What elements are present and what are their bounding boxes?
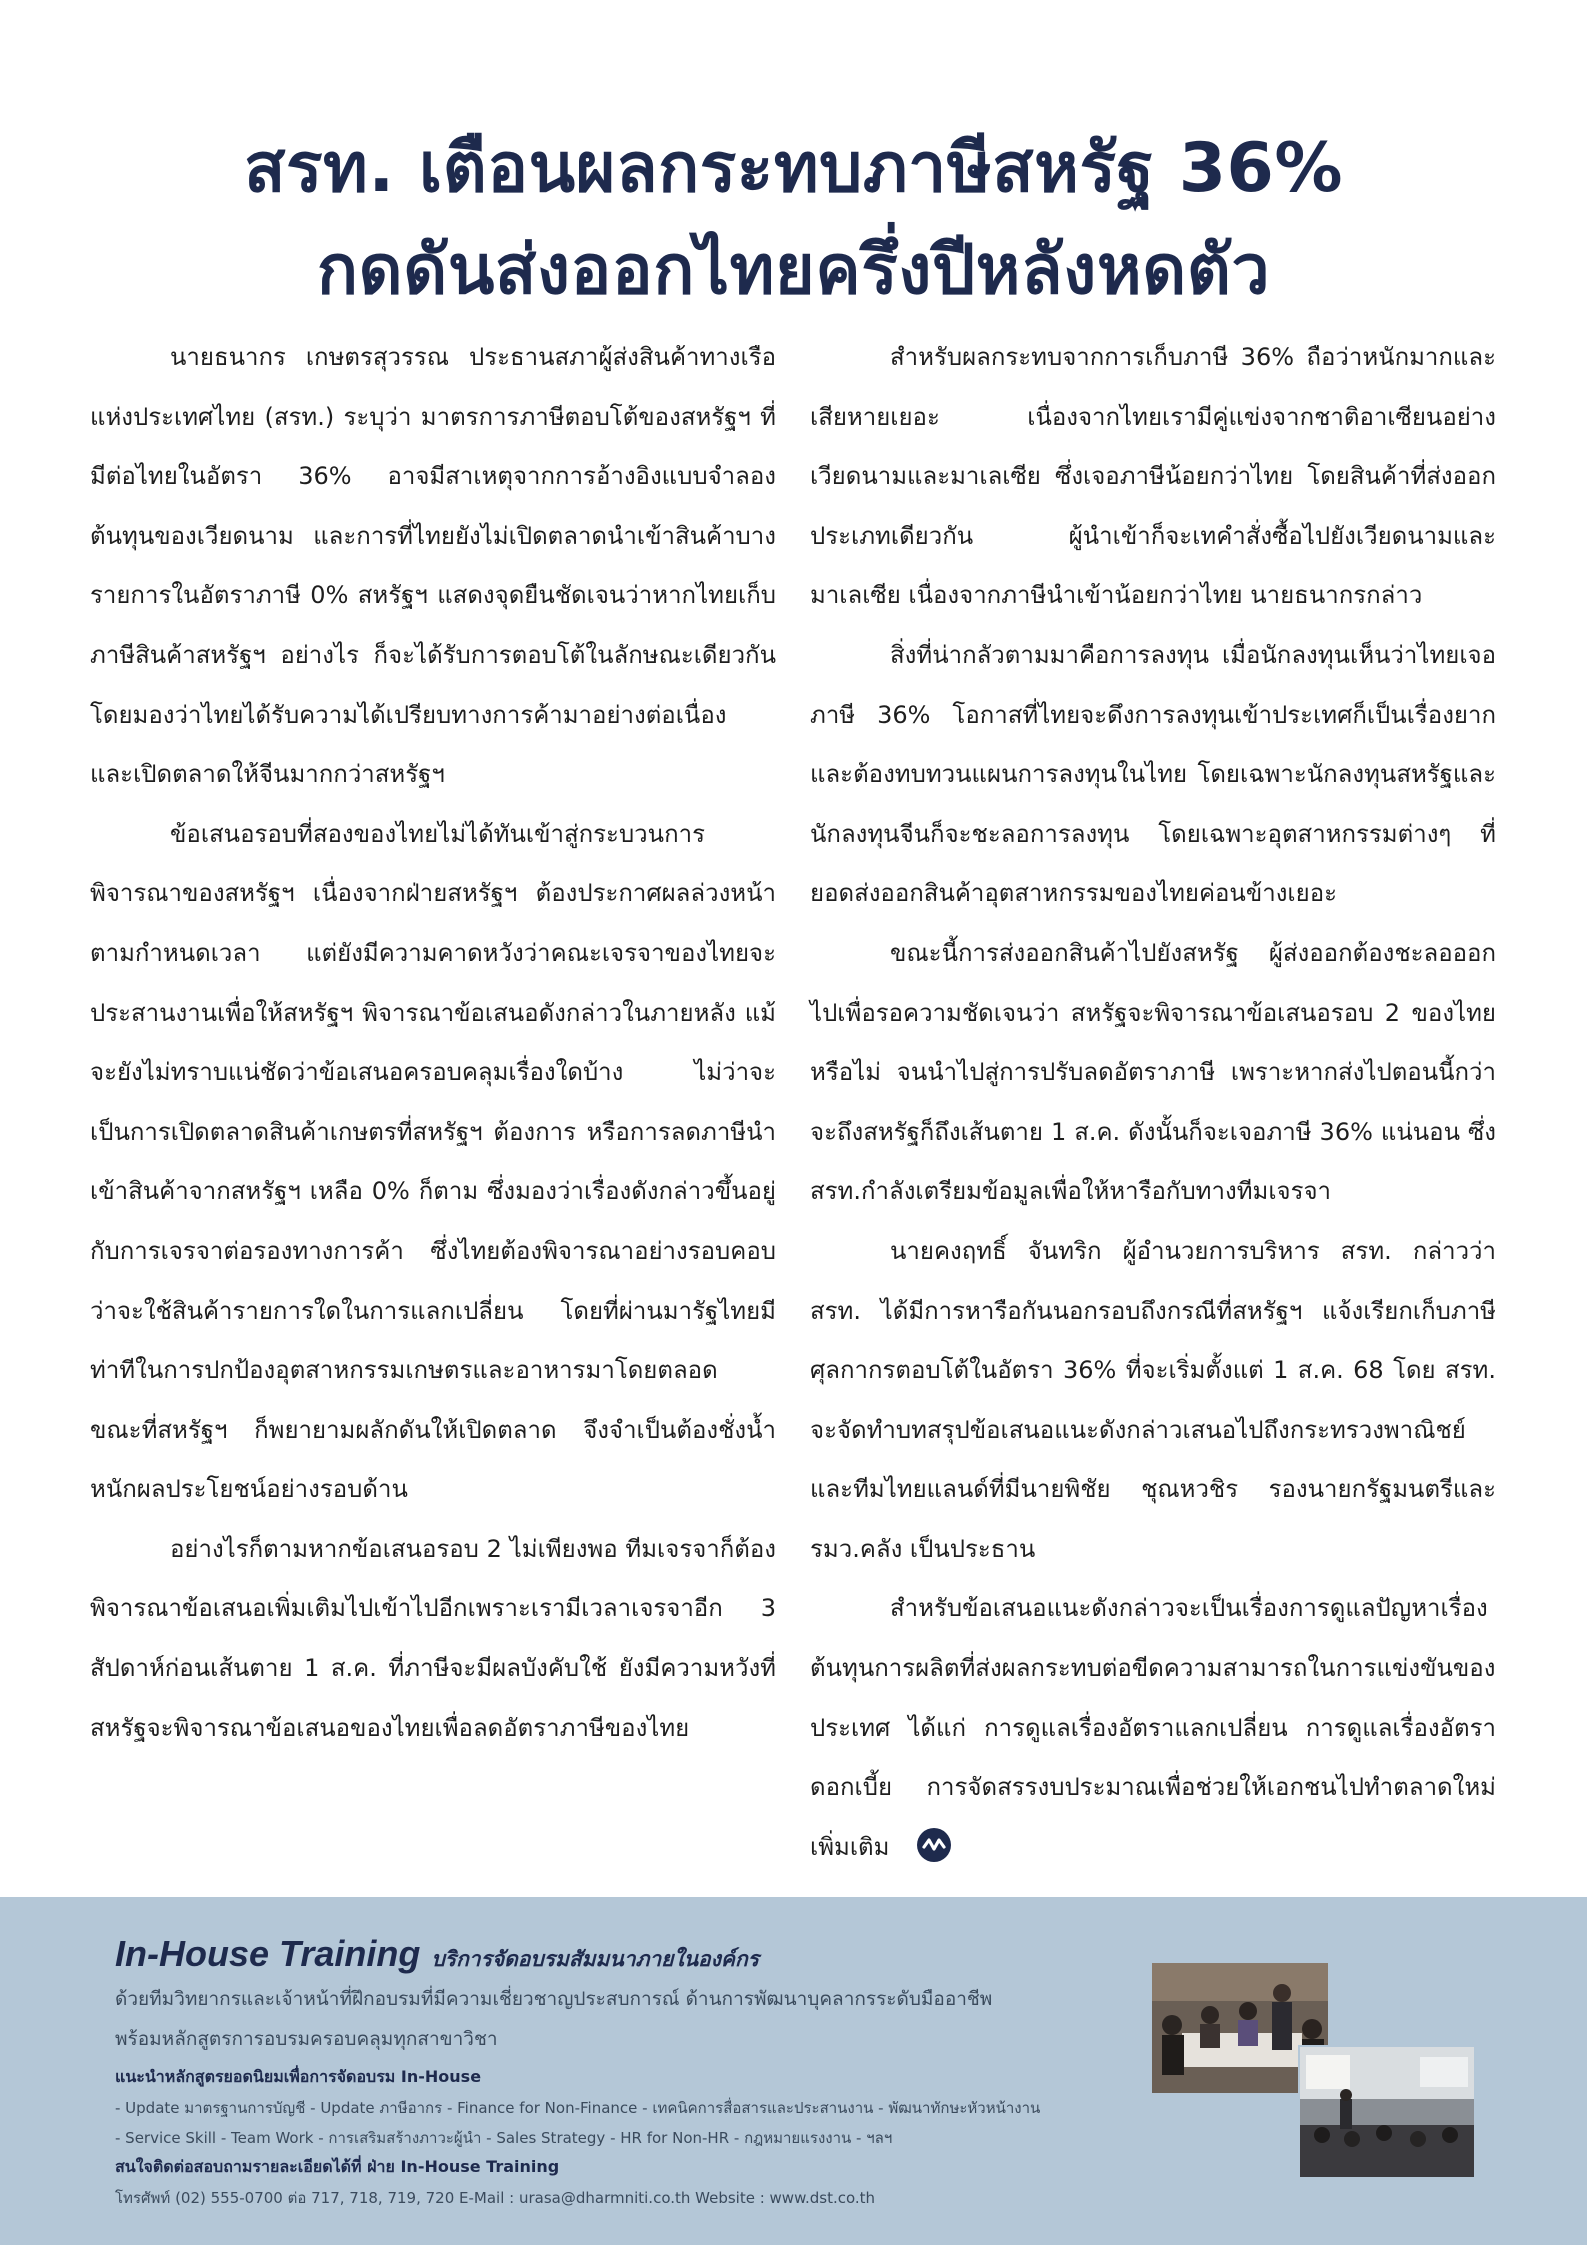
headline-line-1: สรท. เตือนผลกระทบภาษีสหรัฐ 36% xyxy=(244,129,1343,208)
article-paragraph: ข้อเสนอรอบที่สองของไทยไม่ได้ทันเข้าสู่กระบวนการพิจารณาของสหรัฐฯ เนื่องจากฝ่ายสหรัฐฯ ต้องประกาศผลล่วงหน้าตามกำหนดเวลา แต่ยังมีความคาดหวังว่าคณะเจรจาของไทยจะประสานงานเพื่อให้สหรัฐฯ พิจารณาข้อเสนอดังกล่าวในภายหลัง แม้จะยังไม่ทราบแน่ชัดว่าข้อเสนอครอบคลุมเรื่องใดบ้าง ไม่ว่าจะเป็นการเปิดตลาดสินค้าเกษตรที่สหรัฐฯ ต้องการ หรือการลดภาษีนำเข้าสินค้าจากสหรัฐฯ เหลือ 0% ก็ตาม ซึ่งมองว่าเรื่องดังกล่าวขึ้นอยู่กับการเจรจาต่อรองทางการค้า ซึ่งไทยต้องพิจารณาอย่างรอบคอบว่าจะใช้สินค้ารายการใดในการแลกเปลี่ยน โดยที่ผ่านมารัฐไทยมีท่าทีในการปกป้องอุตสาหกรรมเกษตรและอาหารมาโดยตลอด ขณะที่สหรัฐฯ ก็พยายามผลักดันให้เปิดตลาด จึงจำเป็นต้องชั่งน้ำหนักผลประโยชน์อย่างรอบด้าน xyxy=(90,819,776,1504)
contact-details: โทรศัพท์ (02) 555-0700 ต่อ 717, 718, 719, 720 E-Mail : urasa@dharmniti.co.th Website : www.dst.co.th xyxy=(115,2189,876,2207)
in-house-training-banner xyxy=(0,1897,1587,2245)
courses-heading: แนะนำหลักสูตรยอดนิยมเพื่อการจัดอบรม In-House xyxy=(115,2067,482,2086)
article-paragraph: อย่างไรก็ตามหากข้อเสนอรอบ 2 ไม่เพียงพอ ทีมเจรจาก็ต้องพิจารณาข้อเสนอเพิ่มเติมไปเข้าไปอีกเพราะเรามีเวลาเจรจาอีก 3 สัปดาห์ก่อนเส้นตาย 1 ส.ค. ที่ภาษีจะมีผลบังคับใช้ ยังมีความหวังที่สหรัฐจะพิจารณาข้อเสนอของไทยเพื่อลดอัตราภาษีของไทย xyxy=(90,1534,776,1742)
training-photo-seminar xyxy=(1298,2045,1476,2179)
contact-heading: สนใจติดต่อสอบถามรายละเอียดได้ที่ ฝ่าย In-House Training xyxy=(115,2157,560,2176)
article-paragraph-text: สำหรับข้อเสนอแนะดังกล่าวจะเป็นเรื่องการดูแลปัญหาเรื่องต้นทุนการผลิตที่ส่งผลกระทบต่อขีดความสามารถในการแข่งขันของประเทศ ได้แก่ การดูแลเรื่องอัตราแลกเปลี่ยน การดูแลเรื่องอัตราดอกเบี้ย การจัดสรรงบประมาณเพื่อช่วยให้เอกชนไปทำตลาดใหม่เพิ่มเติม xyxy=(810,1594,1496,1861)
courses-list-line-1: - Update มาตรฐานการบัญชี - Update ภาษีอากร - Finance for Non-Finance - เทคนิคการสื่อสารและประสานงาน - พัฒนาทักษะหัวหน้างาน xyxy=(115,2099,1041,2117)
banner-title-sub: บริการจัดอบรมสัมมนาภายในองค์กร xyxy=(431,1947,759,1971)
article-left-column xyxy=(90,328,776,1758)
article-paragraph: นายคงฤทธิ์ จันทริก ผู้อำนวยการบริหาร สรท. กล่าวว่า สรท. ได้มีการหารือกันนอกรอบถึงกรณีที่สหรัฐฯ แจ้งเรียกเก็บภาษีศุลกากรตอบโต้ในอัตรา 36% ที่จะเริ่มตั้งแต่ 1 ส.ค. 68 โดย สรท. จะจัดทำบทสรุปข้อเสนอแนะดังกล่าวเสนอไปถึงกระทรวงพาณิชย์ และทีมไทยแลนด์ที่มีนายพิชัย ชุณหวชิร รองนายกรัฐมนตรีและ รมว.คลัง เป็นประธาน xyxy=(810,1236,1496,1563)
banner-description-line-1: ด้วยทีมวิทยากรและเจ้าหน้าที่ฝึกอบรมที่มีความเชี่ยวชาญประสบการณ์ ด้านการพัฒนาบุคลากรระดับมืออาชีพ xyxy=(115,1988,993,2010)
banner-title-main: In-House Training xyxy=(115,1933,421,1974)
banner-title xyxy=(115,1933,759,1976)
article-paragraph: นายธนากร เกษตรสุวรรณ ประธานสภาผู้ส่งสินค้าทางเรือแห่งประเทศไทย (สรท.) ระบุว่า มาตรการภาษีตอบโต้ของสหรัฐฯ ที่มีต่อไทยในอัตรา 36% อาจมีสาเหตุจากการอ้างอิงแบบจำลองต้นทุนของเวียดนาม และการที่ไทยยังไม่เปิดตลาดนำเข้าสินค้าบางรายการในอัตราภาษี 0% สหรัฐฯ แสดงจุดยืนชัดเจนว่าหากไทยเก็บภาษีสินค้าสหรัฐฯ อย่างไร ก็จะได้รับการตอบโต้ในลักษณะเดียวกัน โดยมองว่าไทยได้รับความได้เปรียบทางการค้ามาอย่างต่อเนื่อง และเปิดตลาดให้จีนมากกว่าสหรัฐฯ xyxy=(90,343,776,789)
courses-list-line-2: - Service Skill - Team Work - การเสริมสร้างภาวะผู้นำ - Sales Strategy - HR for Non-HR - กฎหมายแรงงาน - ฯลฯ xyxy=(115,2129,893,2147)
end-of-article-logo-icon xyxy=(917,1828,951,1862)
banner-description-line-2: พร้อมหลักสูตรการอบรมครอบคลุมทุกสาขาวิชา xyxy=(115,2028,498,2050)
headline xyxy=(0,118,1587,322)
article-right-column xyxy=(810,328,1496,1877)
article-paragraph: ขณะนี้การส่งออกสินค้าไปยังสหรัฐ ผู้ส่งออกต้องชะลอออกไปเพื่อรอความชัดเจนว่า สหรัฐจะพิจารณาข้อเสนอรอบ 2 ของไทยหรือไม่ จนนำไปสู่การปรับลดอัตราภาษี เพราะหากส่งไปตอนนี้กว่าจะถึงสหรัฐก็ถึงเส้นตาย 1 ส.ค. ดังนั้นก็จะเจอภาษี 36% แน่นอน ซึ่งสรท.กำลังเตรียมข้อมูลเพื่อให้หารือกับทางทีมเจรจา xyxy=(810,938,1496,1206)
article-paragraph: สิ่งที่น่ากลัวตามมาคือการลงทุน เมื่อนักลงทุนเห็นว่าไทยเจอภาษี 36% โอกาสที่ไทยจะดึงการลงทุนเข้าประเทศก็เป็นเรื่องยากและต้องทบทวนแผนการลงทุนในไทย โดยเฉพาะนักลงทุนสหรัฐและนักลงทุนจีนก็จะชะลอการลงทุน โดยเฉพาะอุตสาหกรรมต่างๆ ที่ยอดส่งออกสินค้าอุตสาหกรรมของไทยค่อนข้างเยอะ xyxy=(810,640,1496,908)
article-paragraph-last xyxy=(810,1579,1496,1877)
article-paragraph: สำหรับผลกระทบจากการเก็บภาษี 36% ถือว่าหนักมากและเสียหายเยอะ เนื่องจากไทยเรามีคู่แข่งจากชาติอาเซียนอย่างเวียดนามและมาเลเซีย ซึ่งเจอภาษีน้อยกว่าไทย โดยสินค้าที่ส่งออกประเภทเดียวกัน ผู้นำเข้าก็จะเทคำสั่งซื้อไปยังเวียดนามและมาเลเซีย เนื่องจากภาษีนำเข้าน้อยกว่าไทย นายธนากรกล่าว xyxy=(810,343,1496,610)
headline-line-2: กดดันส่งออกไทยครึ่งปีหลังหดตัว xyxy=(316,231,1271,310)
